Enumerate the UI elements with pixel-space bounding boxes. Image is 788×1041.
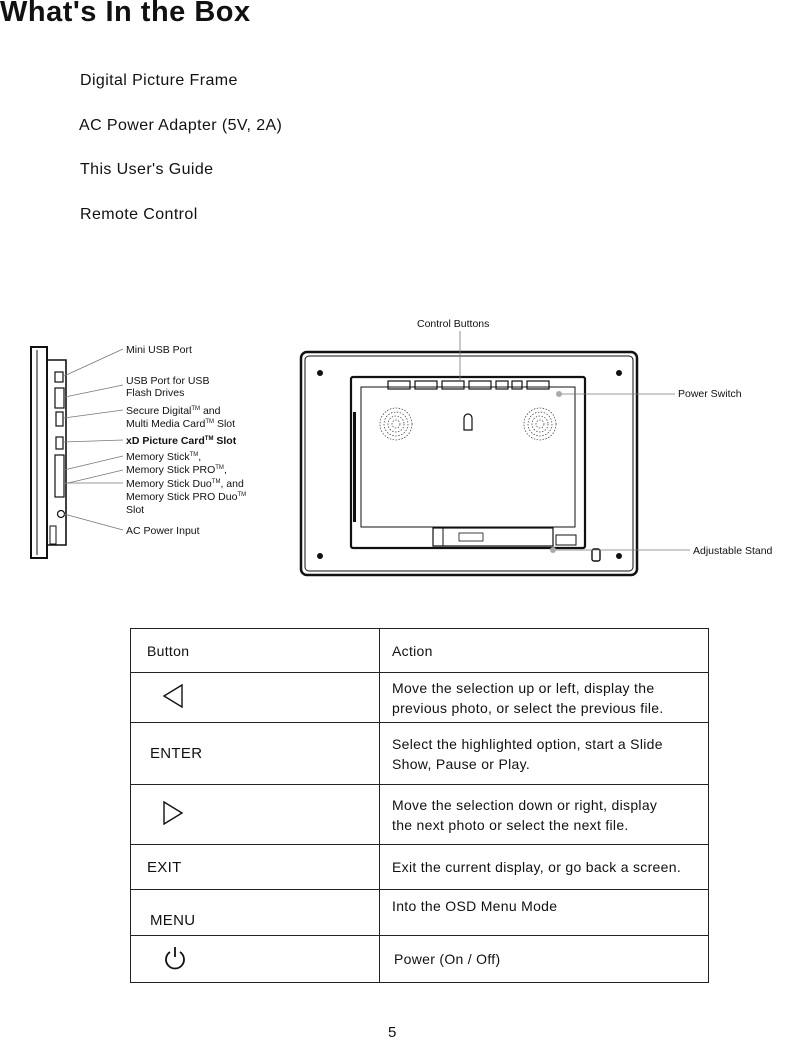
label-ms-5: Slot [126,504,145,516]
label-usb-1: USB Port for USB [126,375,210,387]
control-buttons [388,381,549,389]
stand [433,528,553,546]
xd-slot [56,437,63,449]
label-adjustable-stand: Adjustable Stand [693,545,773,557]
action-text: Select the highlighted option, start a Slide [392,735,663,752]
box-item-adapter: AC Power Adapter (5V, 2A) [79,117,283,134]
label-power-switch: Power Switch [678,388,742,400]
action-text: Move the selection down or right, display [392,796,658,813]
box-item-frame: Digital Picture Frame [80,72,238,89]
left-triangle-icon [161,683,185,709]
table-header-row [131,629,709,673]
action-text: Show, Pause or Play. [392,755,531,772]
action-text: Power (On / Off) [394,951,501,967]
label-xd: xD Picture Card™ Slot [126,435,237,447]
page-title: What's In the Box [0,0,251,28]
label-ms-2: Memory Stick PRO™, [126,464,227,476]
page-number: 5 [388,1024,397,1041]
action-text: the next photo or select the next file. [392,816,629,833]
label-ms-3: Memory Stick Duo™, and [126,478,244,490]
ac-power-jack [58,511,65,518]
speaker-grille-left [380,408,412,440]
button-action-table [130,628,709,983]
sd-slot [56,412,63,426]
usb-port [55,388,64,408]
table-row [131,785,709,845]
label-sd-2: Multi Media Card™ Slot [126,418,236,430]
box-item-remote: Remote Control [80,206,198,223]
action-text: Into the OSD Menu Mode [392,898,558,914]
label-ms-4: Memory Stick PRO Duo™ [126,491,247,503]
table-row [131,890,709,936]
action-text: Move the selection up or left, display the [392,679,655,696]
mini-usb-port [55,372,63,382]
table-row [131,936,709,983]
wall-mount-hole [464,414,472,430]
right-triangle-icon [161,800,185,826]
memory-stick-slot [55,455,64,497]
button-menu: MENU [131,890,380,936]
label-usb-2: Flash Drives [126,387,185,399]
action-text: Exit the current display, or go back a screen. [392,859,682,875]
table-row [131,673,709,723]
label-sd-1: Secure Digital™ and [126,405,221,417]
label-control-buttons: Control Buttons [417,318,490,330]
table-row [131,845,709,890]
label-ms-1: Memory Stick™, [126,451,202,463]
header-action: Action [380,629,709,673]
box-item-guide: This User's Guide [80,161,214,178]
frame-diagram [0,300,788,600]
table-row [131,723,709,785]
header-button: Button [131,629,380,673]
back-view-frame [301,352,637,575]
side-labels [126,344,246,537]
label-mini-usb: Mini USB Port [126,344,192,356]
button-enter: ENTER [131,723,380,785]
side-view-frame [31,347,66,558]
action-text: previous photo, or select the previous file. [392,699,664,716]
button-exit: EXIT [131,845,380,890]
power-icon [163,945,187,971]
speaker-grille-right [524,408,556,440]
label-ac-input: AC Power Input [126,525,200,537]
